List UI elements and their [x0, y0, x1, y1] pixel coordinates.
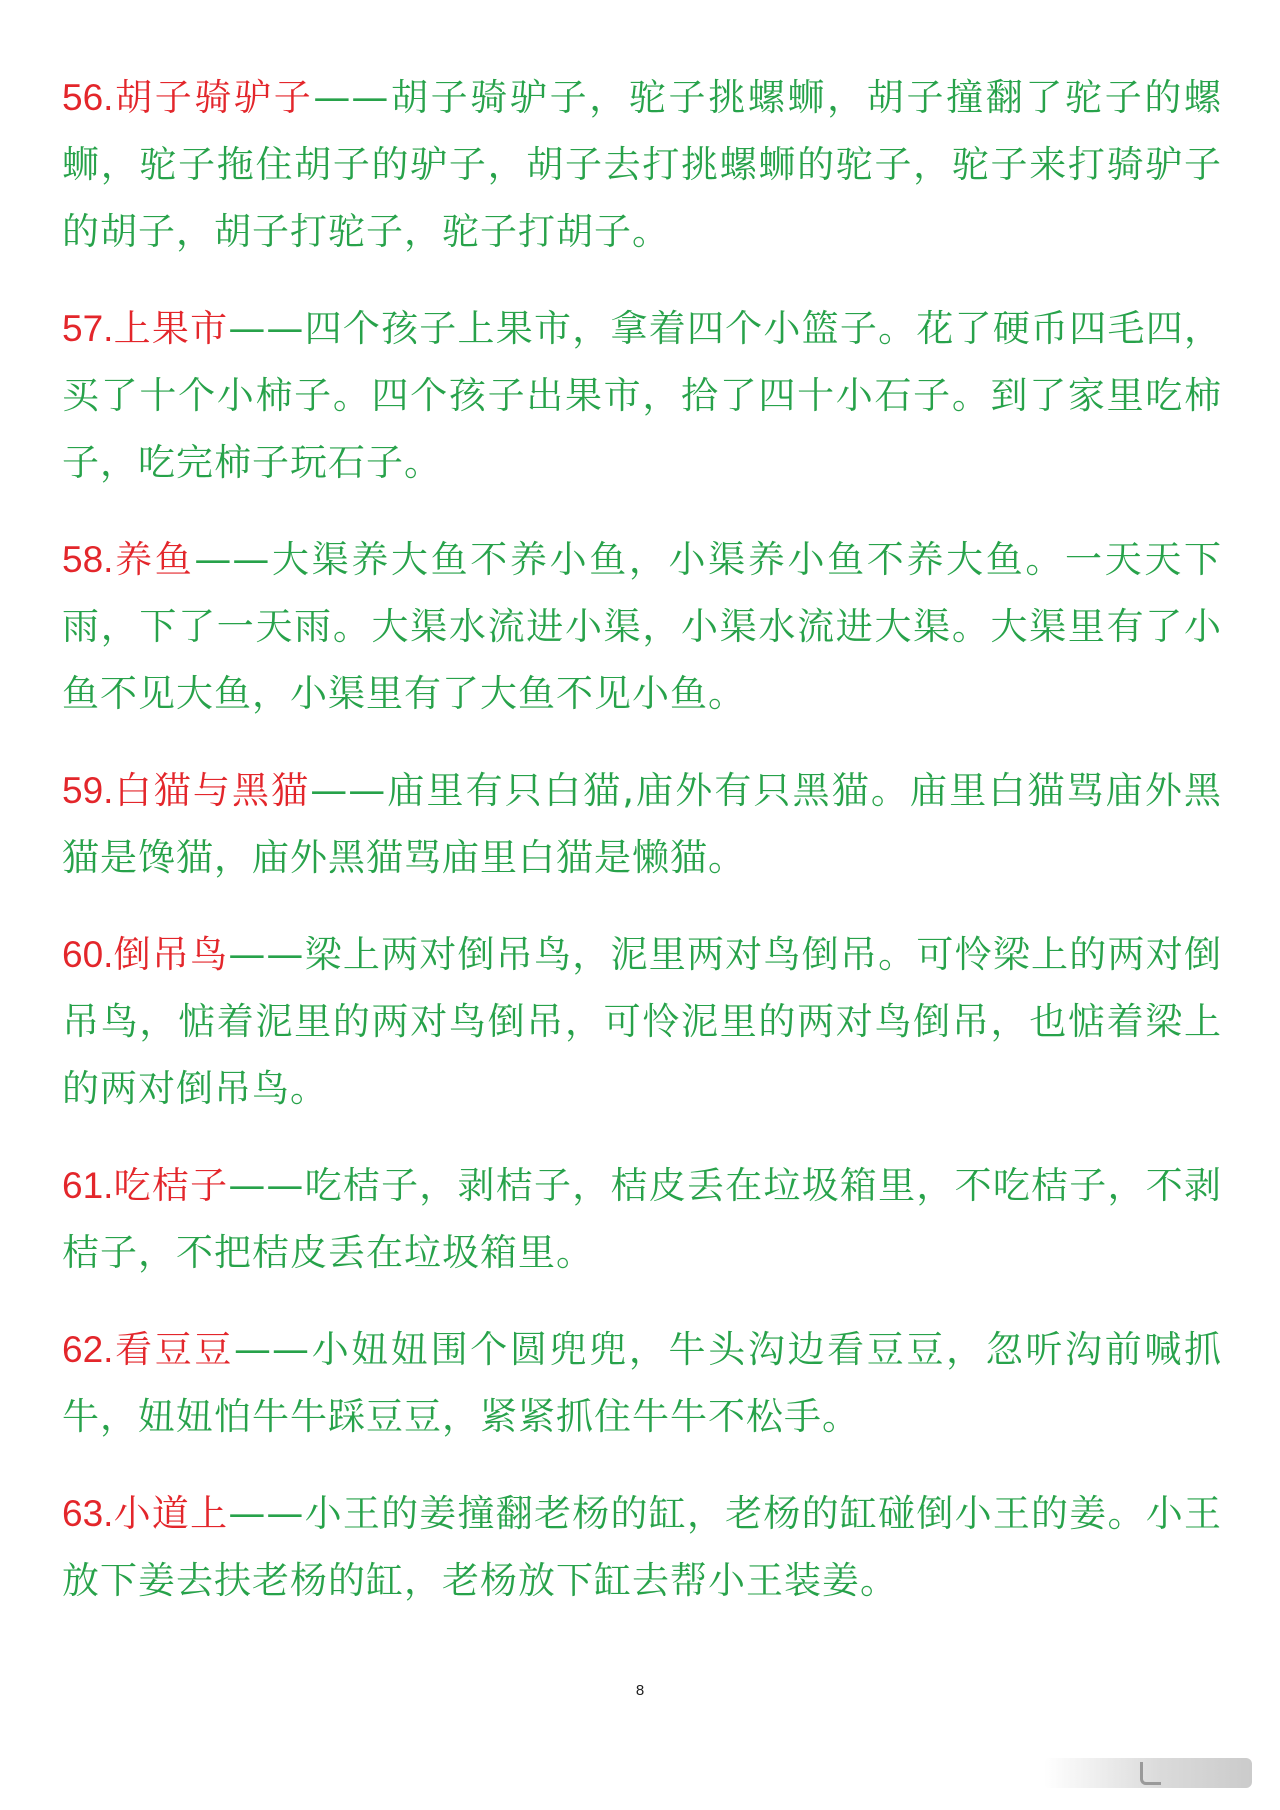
- entry-text: ——吃桔子，剥桔子，桔皮丢在垃圾箱里，不吃桔子，不剥桔子，不把桔皮丢在垃圾箱里。: [62, 1164, 1222, 1274]
- entry-title: 胡子骑驴子: [113, 76, 314, 119]
- entry-text: ——胡子骑驴子，驼子挑螺蛳，胡子撞翻了驼子的螺蛳，驼子拖住胡子的驴子，胡子去打挑螺蛳的驼子，驼子来打骑驴子的胡子，胡子打驼子，驼子打胡子。: [62, 76, 1223, 253]
- page-number: 8: [635, 1682, 645, 1699]
- tongue-twister-58: [62, 526, 1222, 727]
- entry-text: ——四个孩子上果市，拿着四个小篮子。花了硬币四毛四，买了十个小柿子。四个孩子出果市，拾了四十小石子。到了家里吃柿子，吃完柿子玩石子。: [62, 307, 1222, 484]
- entry-text: ——小妞妞围个圆兜兜，牛头沟边看豆豆，忽听沟前喊抓牛，妞妞怕牛牛踩豆豆，紧紧抓住牛牛不松手。: [62, 1328, 1223, 1438]
- entry-title: 养鱼: [113, 538, 195, 581]
- entry-number: 56.: [62, 77, 114, 118]
- watermark-logo-icon: [1044, 1758, 1252, 1788]
- entry-number: 61.: [62, 1165, 114, 1206]
- entry-number: 57.: [62, 308, 114, 349]
- entry-title: 小道上: [113, 1492, 229, 1535]
- entry-title: 上果市: [113, 307, 229, 350]
- tongue-twister-61: [62, 1152, 1222, 1286]
- entry-text: ——大渠养大鱼不养小鱼，小渠养小鱼不养大鱼。一天天下雨，下了一天雨。大渠水流进小渠，小渠水流进大渠。大渠里有了小鱼不见大鱼，小渠里有了大鱼不见小鱼。: [62, 538, 1223, 715]
- entry-number: 60.: [62, 934, 114, 975]
- entry-text: ——庙里有只白猫,庙外有只黑猫。庙里白猫骂庙外黑猫是馋猫，庙外黑猫骂庙里白猫是懒猫。: [62, 769, 1223, 879]
- tongue-twister-56: [62, 64, 1222, 265]
- tongue-twister-62: [62, 1316, 1222, 1450]
- entry-title: 看豆豆: [113, 1328, 235, 1371]
- entry-title: 倒吊鸟: [113, 933, 229, 976]
- entry-number: 58.: [62, 539, 114, 580]
- entry-number: 62.: [62, 1329, 114, 1370]
- tongue-twister-list: [62, 64, 1222, 1644]
- entry-title: 吃桔子: [113, 1164, 229, 1207]
- tongue-twister-63: [62, 1480, 1222, 1614]
- tongue-twister-59: [62, 757, 1222, 891]
- tongue-twister-60: [62, 921, 1222, 1122]
- entry-text: ——梁上两对倒吊鸟，泥里两对鸟倒吊。可怜梁上的两对倒吊鸟，惦着泥里的两对鸟倒吊，可怜泥里的两对鸟倒吊，也惦着梁上的两对倒吊鸟。: [62, 933, 1222, 1110]
- entry-title: 白猫与黑猫: [113, 769, 311, 812]
- tongue-twister-57: [62, 295, 1222, 496]
- entry-text: ——小王的姜撞翻老杨的缸，老杨的缸碰倒小王的姜。小王放下姜去扶老杨的缸，老杨放下缸去帮小王装姜。: [62, 1492, 1222, 1602]
- watermark-glyph-icon: [1140, 1762, 1161, 1785]
- entry-number: 59.: [62, 770, 114, 811]
- entry-number: 63.: [62, 1493, 114, 1534]
